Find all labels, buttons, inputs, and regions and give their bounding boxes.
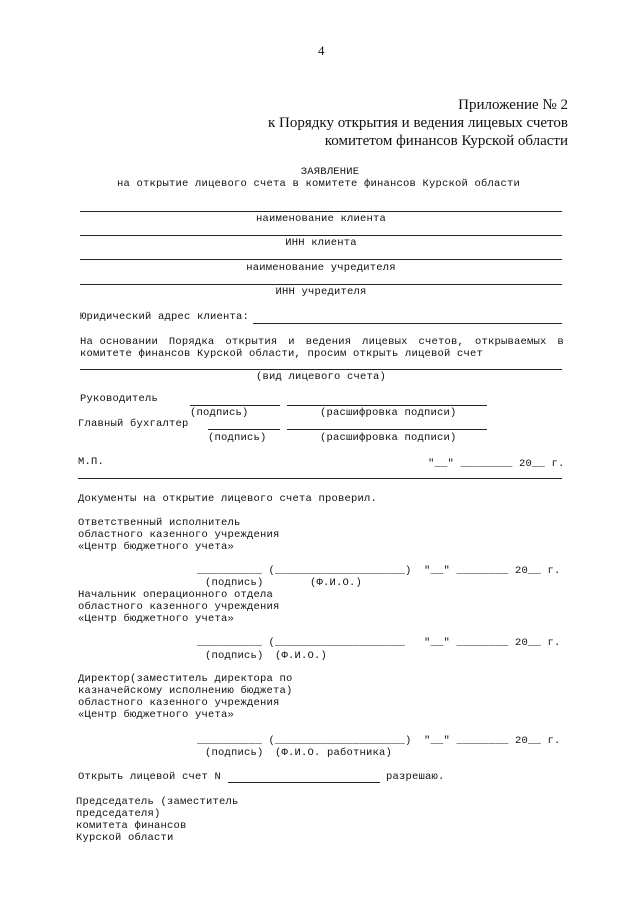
- appendix-line3: комитетом финансов Курской области: [324, 133, 568, 149]
- basis-line2: комитете финансов Курской области, просим открыть лицевой счет: [80, 348, 484, 360]
- founder-name-line: [80, 259, 562, 260]
- separator-line: [78, 478, 562, 479]
- executor-sign-line: __________ (____________________): [197, 565, 412, 577]
- basis-line1: [80, 336, 564, 348]
- executor-line3: «Центр бюджетного учета»: [78, 541, 235, 553]
- legal-address-label: Юридический адрес клиента:: [80, 311, 250, 323]
- account-type-line: [80, 369, 562, 370]
- client-name-line: [80, 211, 562, 212]
- director-line3: областного казенного учреждения: [78, 697, 280, 709]
- head-signature-line: [190, 405, 280, 406]
- basis-word: ведения: [305, 336, 352, 348]
- director-name-caption: (Ф.И.О. работника): [275, 747, 393, 759]
- basis-word: в: [557, 336, 564, 348]
- head-label: Руководитель: [80, 393, 159, 405]
- executor-date: "__" ________ 20__ г.: [424, 565, 561, 577]
- accountant-signature-caption: (подпись): [208, 432, 267, 444]
- executor-line1: Ответственный исполнитель: [78, 517, 241, 529]
- stamp-label: М.П.: [78, 456, 105, 468]
- accountant-signature-line: [208, 429, 280, 430]
- accountant-decode-line: [287, 429, 487, 430]
- ops-head-line2: областного казенного учреждения: [78, 601, 280, 613]
- open-account-label: Открыть лицевой счет N: [78, 771, 222, 783]
- accountant-label: Главный бухгалтер: [78, 418, 189, 430]
- director-line1: Директор(заместитель директора по: [78, 673, 293, 685]
- chairman-line3: комитета финансов: [76, 820, 187, 832]
- ops-head-date: "__" ________ 20__ г.: [424, 637, 561, 649]
- client-name-caption: наименование клиента: [255, 213, 387, 225]
- chairman-line4: Курской области: [76, 832, 174, 844]
- appendix-title: Приложение № 2: [458, 97, 568, 113]
- client-inn-caption: ИНН клиента: [285, 237, 357, 249]
- verified-text: Документы на открытие лицевого счета проверил.: [78, 493, 378, 505]
- head-decode-caption: (расшифровка подписи): [320, 407, 457, 419]
- basis-word: и: [288, 336, 295, 348]
- founder-inn-caption: ИНН учредителя: [275, 286, 367, 298]
- ops-head-line3: «Центр бюджетного учета»: [78, 613, 235, 625]
- basis-word: На основании: [80, 336, 159, 348]
- executor-line2: областного казенного учреждения: [78, 529, 280, 541]
- basis-word: открытия: [225, 336, 278, 348]
- ops-head-name-caption: (Ф.И.О.): [275, 650, 328, 662]
- basis-word: открываемых: [474, 336, 547, 348]
- executor-sign-caption: (подпись): [205, 577, 264, 589]
- director-sign-caption: (подпись): [205, 747, 264, 759]
- basis-word: счетов,: [418, 336, 465, 348]
- document-subtitle: на открытие лицевого счета в комитете финансов Курской области: [117, 178, 521, 190]
- date-field: "__" ________ 20__ г.: [428, 458, 565, 470]
- director-date: "__" ________ 20__ г.: [424, 735, 561, 747]
- director-sign-line: __________ (____________________): [197, 735, 412, 747]
- appendix-line2: к Порядку открытия и ведения лицевых счетов: [267, 115, 568, 131]
- ops-head-sign-caption: (подпись): [205, 650, 264, 662]
- open-account-suffix: разрешаю.: [386, 771, 445, 783]
- director-line2: казначейскому исполнению бюджета): [78, 685, 293, 697]
- account-number-line: [228, 782, 380, 783]
- ops-head-line1: Начальник операционного отдела: [78, 589, 274, 601]
- basis-word: лицевых: [362, 336, 408, 348]
- account-type-caption: (вид лицевого счета): [255, 371, 387, 383]
- document-title: ЗАЯВЛЕНИЕ: [300, 166, 360, 178]
- ops-head-sign-line: __________ (____________________: [197, 637, 406, 649]
- basis-word: Порядка: [168, 336, 215, 348]
- head-signature-caption: (подпись): [190, 407, 249, 419]
- director-line4: «Центр бюджетного учета»: [78, 709, 235, 721]
- chairman-line2: председателя): [76, 808, 161, 820]
- chairman-line1: Председатель (заместитель: [76, 796, 239, 808]
- client-inn-line: [80, 235, 562, 236]
- founder-inn-line: [80, 284, 562, 285]
- page-number: 4: [318, 43, 325, 58]
- accountant-decode-caption: (расшифровка подписи): [320, 432, 457, 444]
- founder-name-caption: наименование учредителя: [246, 262, 396, 274]
- legal-address-line: [253, 323, 562, 324]
- head-decode-line: [287, 405, 487, 406]
- executor-name-caption: (Ф.И.О.): [310, 577, 363, 589]
